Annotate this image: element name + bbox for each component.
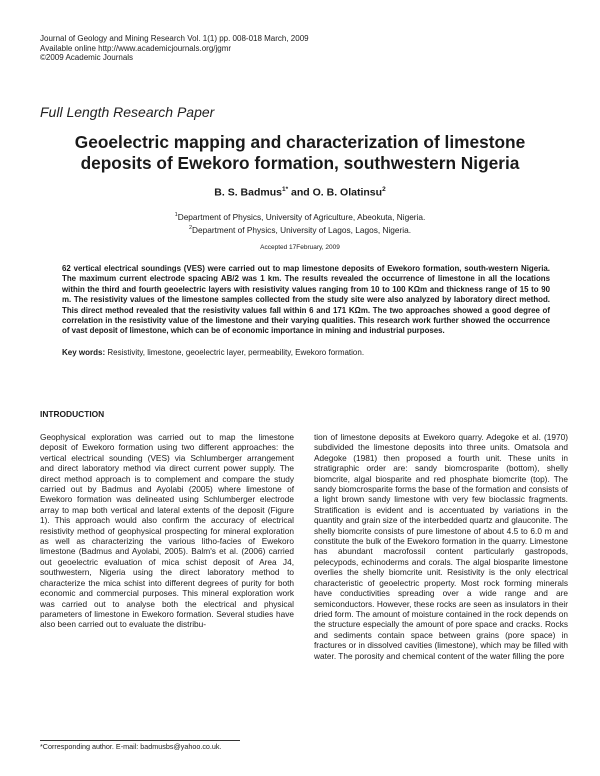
journal-citation: Journal of Geology and Mining Research Vol. 1(1) pp. 008-018 March, 2009: [40, 34, 309, 43]
body-column-right: tion of limestone deposits at Ewekoro quarry. Adegoke et al. (1970) subdivided the limestone deposits into three units. Omatsola and Adegoke (1981) then proposed a fourth unit. These units in stratigraphic order are: sandy biomcrosparite (bottom), shelly biomcrite, algal biosparite and red phosphate biomcrite (top). The sandy biomcrosparite forms the base of the formation and consists of a light brown sandy limestone with very few bioclassic fragments. Stratification is evident and is accentuated by variations in the quantity and grain size of the interbedded quartz and glauconite. The shelly biomcrite consists of pure limestone of about 4.5 to 6.0 m and constitute the bulk of the Ewekoro formation in the quarry. Limestone has abundant macrofossil content particularly gastropods, pelecypods, echinoderms and corals. The algal biosparite limestone overlies the shelly biomcrite unit. Resistivity is the only electrical characteristic of geoelectric property. Most rock forming minerals have conductivities spreading over a wide range and are semiconductors. However, these rocks are seen as insulators in their dried form. The amount of moisture contained in the rock depends on the structure especially the amount of pore space and cracks. Rocks and sediments contain space between grains (pore space) in fractures or in dissolved cavities (limestone), which may be filled with water. The porosity and chemical content of the water filling the pore: [314, 432, 568, 661]
keywords: [62, 348, 550, 357]
author-conj: and: [288, 186, 313, 199]
affiliations: [30, 210, 570, 236]
title-line-1: Geoelectric mapping and characterization of limestone: [74, 132, 526, 152]
affiliation-1-sup: 1: [174, 212, 178, 218]
journal-copyright: ©2009 Academic Journals: [40, 53, 134, 63]
affiliation-1-text: Department of Physics, University of Agriculture, Abeokuta, Nigeria.: [177, 211, 426, 222]
authors: [30, 186, 570, 199]
section-heading-introduction: INTRODUCTION: [40, 409, 105, 419]
accepted-date: Accepted 17February, 2009: [260, 244, 340, 251]
abstract: 62 vertical electrical soundings (VES) were carried out to map limestone deposits of Ewekoro formation, south-western Nigeria. The maximum current electrode spacing AB/2 was 1 km. The results revealed the occurrence of limestone in all the locations within the third and fourth geoelectric layers with resistivity values ranging from 10 to 100 KΩm and thickness range of 15 to 90 m. The resistivity values of the limestone samples collected from the study site were also analyzed by laboratory direct method. This direct method revealed that the resistivity values fall within 6 and 171 KΩm. The two approaches showed a good degree of correlation in the resistivity value of the limestone and their varying qualities. This research work further showed the occurrence of vast deposit of limestone, which can be of economic importance in mining and industrial purposes.: [62, 264, 550, 336]
journal-header: [40, 34, 309, 63]
keywords-text: Resistivity, limestone, geoelectric layer, permeability, Ewekoro formation.: [107, 348, 365, 357]
body-column-left: Geophysical exploration was carried out to map the limestone deposit of Ewekoro formation using two different approaches: the vertical electrical sounding (VES) via Schlumberger arrangement and direct laboratory method via direct current power supply. The direct method approach is to complement and compare the study carried out by Badmus and Ayolabi (2005) where limestone of Ewekoro formation was delineated using Schlumberger electrode array to map both vertical and lateral extents of the deposit (Figure 1). This approach would also confirm the accuracy of electrical resistivity method of geophysical prospecting for mineral exploration as well as characterizing the various litho-facies of Ewekoro limestone (Badmus and Ayolabi, 2005). Balm's et al. (2006) carried out geoelectric evaluation of mica schist deposit of Area J4, southwestern, Nigeria using the direct laboratory method to characterize the mica schist into different degrees of purity for both economic and commercial purposes. This mineral exploration work was carried out to analyse both the electrical and physical parameters of limestone in Ewekoro formation. Several studies have also been carried out to evaluate the distribu-: [40, 432, 294, 630]
paper-title: [30, 132, 570, 174]
affiliation-1: [30, 210, 570, 223]
affiliation-2-text: Department of Physics, University of Lagos, Lagos, Nigeria.: [192, 224, 412, 235]
corresponding-author-footnote: *Corresponding author. E-mail: badmusbs@yahoo.co.uk.: [40, 742, 222, 751]
paper-type: Full Length Research Paper: [40, 104, 215, 120]
author-1: B. S. Badmus: [214, 186, 282, 199]
journal-url: Available online http://www.academicjournals.org/jgmr: [40, 43, 232, 53]
affiliation-2-sup: 2: [188, 224, 192, 231]
author-2-sup: 2: [382, 186, 386, 193]
title-line-2: deposits of Ewekoro formation, southwestern Nigeria: [80, 153, 520, 173]
author-2: O. B. Olatinsu: [312, 186, 383, 199]
keywords-label: Key words:: [62, 348, 106, 357]
affiliation-2: [30, 223, 570, 236]
author-1-sup: 1*: [281, 186, 289, 193]
footnote-divider: [40, 740, 240, 741]
